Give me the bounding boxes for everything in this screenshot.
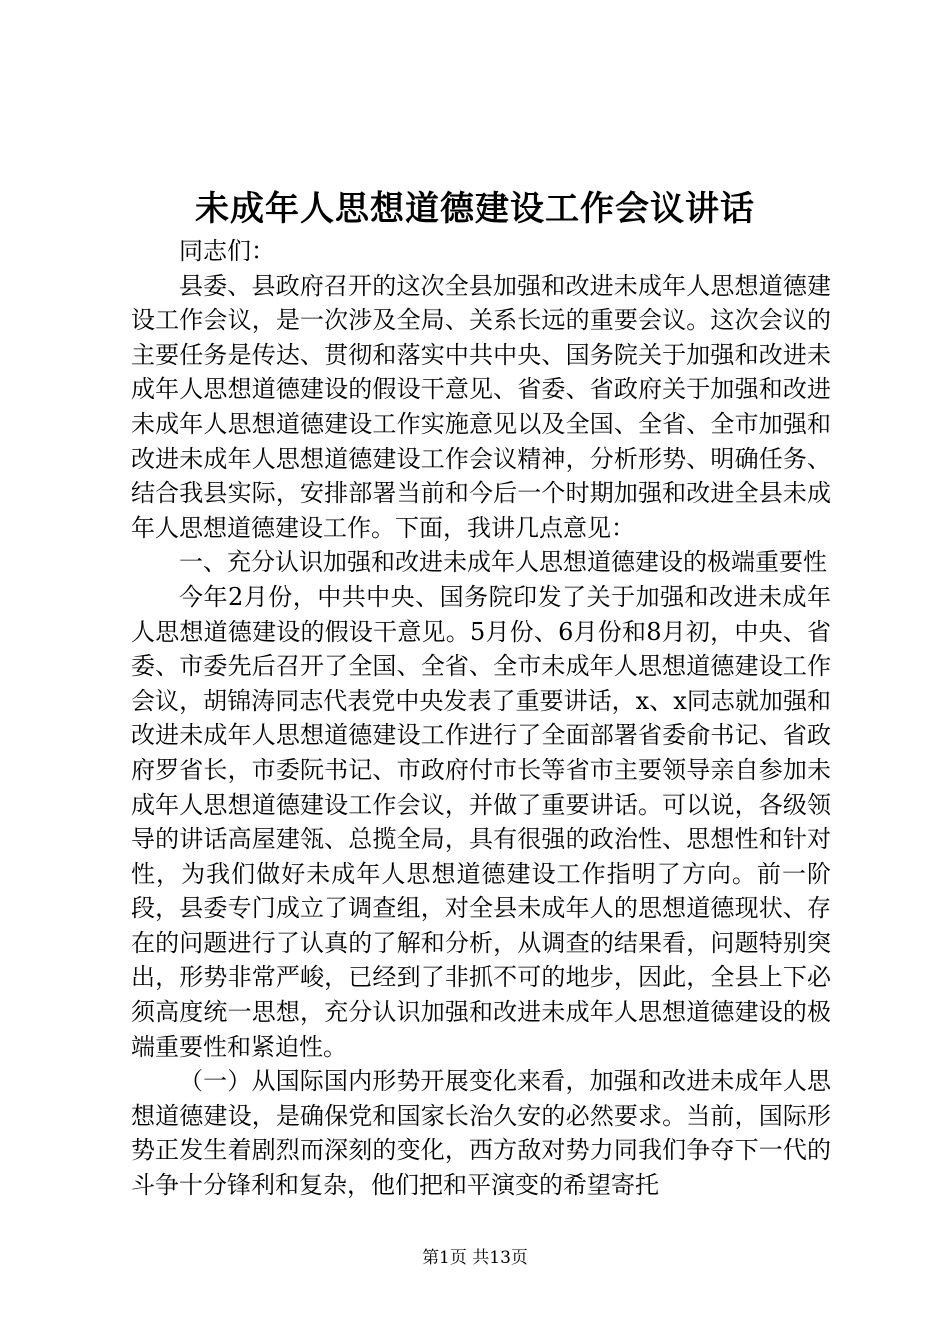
body-paragraph-background: 今年2月份，中共中央、国务院印发了关于加强和改进未成年人思想道德建设的假设干意见。5月份、6月份和8月初，中央、省委、市委先后召开了全国、全省、全市未成年人思想道德建设工作会议，胡锦涛同志代表党中央发表了重要讲话，x、x同志就加强和改进未成年人思想道德建设工作进行了全面部署省委俞书记、省政府罗省长，市委阮书记、市政府付市长等省市主要领导亲自参加未成年人思想道德建设工作会议，并做了重要讲话。可以说，各级领导的讲话高屋建瓴、总揽全局，具有很强的政治性、思想性和针对性，为我们做好未成年人思想道德建设工作指明了方向。前一阶段，县委专门成立了调查组，对全县未成年人的思想道德现状、存在的问题进行了认真的了解和分析，从调查的结果看，问题特别突出，形势非常严峻，已经到了非抓不可的地步，因此，全县上下必须高度统一思想，充分认识加强和改进未成年人思想道德建设的极端重要性和紧迫性。 [131,582,831,1061]
intro-paragraph: 县委、县政府召开的这次全县加强和改进未成年人思想道德建设工作会议，是一次涉及全局、关系长远的重要会议。这次会议的主要任务是传达、贯彻和落实中共中央、国务院关于加强和改进未成年人思想道德建设的假设干意见、省委、省政府关于加强和改进未成年人思想道德建设工作实施意见以及全国、全省、全市加强和改进未成年人思想道德建设工作会议精神，分析形势、明确任务、结合我县实际，安排部署当前和今后一个时期加强和改进全县未成年人思想道德建设工作。下面，我讲几点意见： [131,271,831,542]
document-body [131,234,831,1203]
salutation-paragraph: 同志们： [179,237,275,265]
page-footer: 第1页 共13页 [422,1248,528,1268]
section-heading-1: 一、充分认识加强和改进未成年人思想道德建设的极端重要性 [179,548,827,577]
subsection-paragraph-1: （一）从国际国内形势开展变化来看，加强和改进未成年人思想道德建设，是确保党和国家长治久安的必然要求。当前，国际形势正发生着剧烈而深刻的变化，西方敌对势力同我们争夺下一代的斗争十分锋利和复杂，他们把和平演变的希望寄托 [131,1067,831,1200]
document-title: 未成年人思想道德建设工作会议讲话 [195,189,755,229]
